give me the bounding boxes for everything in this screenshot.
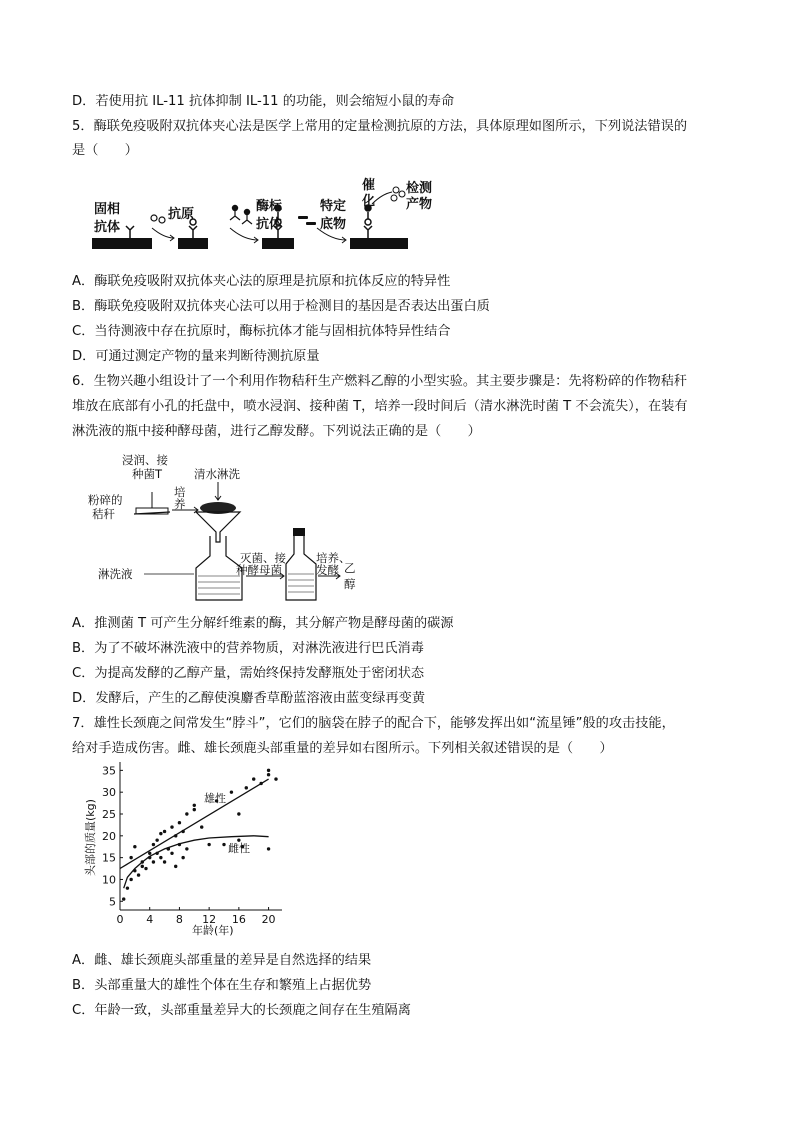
- x-tick-label: 4: [146, 913, 154, 926]
- y-tick-label: 15: [102, 851, 116, 865]
- female-data-point: [144, 867, 147, 870]
- q6-stem-line-1: 6．生物兴趣小组设计了一个利用作物秸秆生产燃料乙醇的小型实验。其主要步骤是：先将粉碎的作物秸秆: [72, 374, 688, 389]
- y-tick-label: 20: [102, 829, 116, 843]
- female-data-point: [152, 860, 155, 863]
- elisa-diagram: [92, 176, 472, 252]
- giraffe-head-mass-chart: [80, 758, 290, 938]
- female-data-point: [126, 886, 129, 889]
- solid-phase-bar-2: [178, 238, 208, 249]
- male-data-point: [230, 790, 233, 793]
- female-data-point: [141, 865, 144, 868]
- male-data-point: [193, 808, 196, 811]
- male-data-point: [170, 825, 173, 828]
- label-solid-antibody-2: 抗体: [94, 220, 121, 235]
- q6-option-c: C．为提高发酵的乙醇产量，需始终保持发酵瓶处于密闭状态: [72, 666, 425, 681]
- female-data-point: [159, 856, 162, 859]
- female-data-point: [207, 843, 210, 846]
- label-catalysis-2: 化: [362, 194, 376, 209]
- x-tick-label: 16: [231, 913, 246, 926]
- q6-option-a: A．推测菌 T 可产生分解纤维素的酶，其分解产物是酵母菌的碳源: [72, 616, 454, 631]
- label-soak-2: 种菌T: [132, 467, 163, 481]
- female-data-point: [137, 873, 140, 876]
- male-data-point: [267, 769, 270, 772]
- male-data-point: [133, 845, 136, 848]
- female-data-point: [174, 865, 177, 868]
- female-data-point: [129, 878, 132, 881]
- chart-y-axis-label: 头部的质量(kg): [84, 799, 97, 876]
- q5-stem-line-2: 是（ ）: [72, 143, 138, 158]
- male-trend-line: [120, 779, 269, 868]
- chart-x-axis-label: 年龄(年): [192, 924, 234, 937]
- male-data-point: [155, 838, 158, 841]
- male-data-point: [174, 834, 177, 837]
- y-tick-label: 10: [102, 873, 116, 887]
- female-data-point: [163, 860, 166, 863]
- q6-option-b: B．为了不破坏淋洗液中的营养物质，对淋洗液进行巴氏消毒: [72, 641, 424, 656]
- male-data-point: [159, 832, 162, 835]
- label-sterilize-1: 灭菌、接: [240, 551, 286, 565]
- male-data-point: [274, 777, 277, 780]
- q7-stem-line-1: 7．雄性长颈鹿之间常发生“脖斗”，它们的脑袋在脖子的配合下，能够发挥出如“流星锤”般的攻击技能，: [72, 716, 675, 731]
- label-catalysis-1: 催: [362, 178, 376, 193]
- label-substrate-2: 底物: [320, 217, 347, 232]
- male-data-point: [193, 804, 196, 807]
- female-data-point: [267, 847, 270, 850]
- label-culture-2: 养: [174, 497, 186, 511]
- y-tick-label: 25: [102, 808, 116, 821]
- solid-phase-bar-3: [262, 238, 294, 249]
- male-data-point: [252, 777, 255, 780]
- male-data-point: [200, 825, 203, 828]
- label-culture-1: 培: [174, 485, 186, 499]
- male-data-point: [181, 830, 184, 833]
- x-tick-label: 20: [261, 913, 276, 926]
- label-straw-2: 秸秆: [92, 507, 115, 521]
- q7-stem-line-2: 给对手造成伤害。雌、雄长颈鹿头部重量的差异如右图所示。下列相关叙述错误的是（ ）: [72, 741, 613, 756]
- male-data-point: [237, 812, 240, 815]
- y-tick-label: 35: [102, 764, 116, 778]
- q7-option-a: A．雌、雄长颈鹿头部重量的差异是自然选择的结果: [72, 953, 372, 968]
- male-data-point: [163, 830, 166, 833]
- label-substrate-1: 特定: [320, 199, 347, 214]
- q7-option-c: C．年龄一致，头部重量差异大的长颈鹿之间存在生殖隔离: [72, 1003, 411, 1018]
- female-data-point: [181, 856, 184, 859]
- label-soak-1: 浸润、接: [122, 453, 168, 467]
- solid-phase-bar-1: [92, 238, 152, 249]
- male-data-point: [267, 773, 270, 776]
- label-rinse-liquid: 淋洗液: [98, 567, 133, 581]
- male-data-point: [152, 843, 155, 846]
- label-ethanol-2: 醇: [344, 577, 356, 591]
- male-data-point: [259, 782, 262, 785]
- label-product-2: 产物: [406, 197, 433, 212]
- label-sterilize-2: 种酵母菌: [236, 563, 282, 577]
- q5-stem-line-1: 5．酶联免疫吸附双抗体夹心法是医学上常用的定量检测抗原的方法，具体原理如图所示，下列说法错误的: [72, 119, 688, 134]
- ethanol-experiment-diagram: [86, 452, 366, 602]
- q5-option-a: A．酶联免疫吸附双抗体夹心法的原理是抗原和抗体反应的特异性: [72, 274, 451, 289]
- q5-option-b: B．酶联免疫吸附双抗体夹心法可以用于检测目的基因是否表达出蛋白质: [72, 299, 490, 314]
- y-tick-label: 30: [102, 786, 116, 800]
- label-solid-antibody-1: 固相: [94, 202, 121, 217]
- label-product-1: 检测: [406, 181, 433, 196]
- label-antigen: 抗原: [168, 207, 195, 222]
- male-data-point: [148, 852, 151, 855]
- x-tick-label: 0: [116, 913, 124, 926]
- series-label-male: 雄性: [204, 792, 226, 805]
- label-enzyme-antibody-1: 酶标: [256, 199, 283, 214]
- female-data-point: [222, 843, 225, 846]
- label-enzyme-antibody-2: 抗体: [256, 217, 283, 232]
- solid-phase-bar-5: [356, 238, 408, 249]
- male-data-point: [245, 786, 248, 789]
- label-ethanol-1: 乙: [344, 561, 356, 575]
- q5-option-c: C．当待测液中存在抗原时，酶标抗体才能与固相抗体特异性结合: [72, 324, 451, 339]
- label-straw-1: 粉碎的: [88, 493, 123, 507]
- x-tick-label: 8: [175, 913, 183, 926]
- y-tick-label: 5: [109, 895, 116, 909]
- label-ferment-1: 培养、: [316, 551, 351, 565]
- female-data-point: [185, 847, 188, 850]
- female-data-point: [133, 869, 136, 872]
- label-rinse: 清水淋洗: [194, 467, 240, 481]
- female-data-point: [167, 847, 170, 850]
- male-data-point: [185, 812, 188, 815]
- male-data-point: [141, 860, 144, 863]
- female-data-point: [155, 852, 158, 855]
- q4-option-d: D．若使用抗 IL-11 抗体抑制 IL-11 的功能，则会缩短小鼠的寿命: [72, 94, 455, 109]
- female-data-point: [148, 856, 151, 859]
- male-data-point: [178, 821, 181, 824]
- q6-stem-line-3: 淋洗液的瓶中接种酵母菌，进行乙醇发酵。下列说法正确的是（ ）: [72, 424, 481, 439]
- female-data-point: [178, 843, 181, 846]
- male-data-point: [129, 856, 132, 859]
- q7-option-b: B．头部重量大的雄性个体在生存和繁殖上占据优势: [72, 978, 372, 993]
- label-ferment-2: 发酵: [316, 563, 339, 577]
- q6-stem-line-2: 堆放在底部有小孔的托盘中，喷水浸润、接种菌 T，培养一段时间后（清水淋洗时菌 T 不会流失），在装有: [72, 399, 688, 414]
- q5-option-d: D．可通过测定产物的量来判断待测抗原量: [72, 349, 320, 364]
- female-data-point: [170, 852, 173, 855]
- series-label-female: 雌性: [228, 842, 250, 855]
- q6-option-d: D．发酵后，产生的乙醇使溴麝香草酚蓝溶液由蓝变绿再变黄: [72, 691, 426, 706]
- x-tick-label: 12: [202, 913, 217, 926]
- female-data-point: [122, 897, 125, 900]
